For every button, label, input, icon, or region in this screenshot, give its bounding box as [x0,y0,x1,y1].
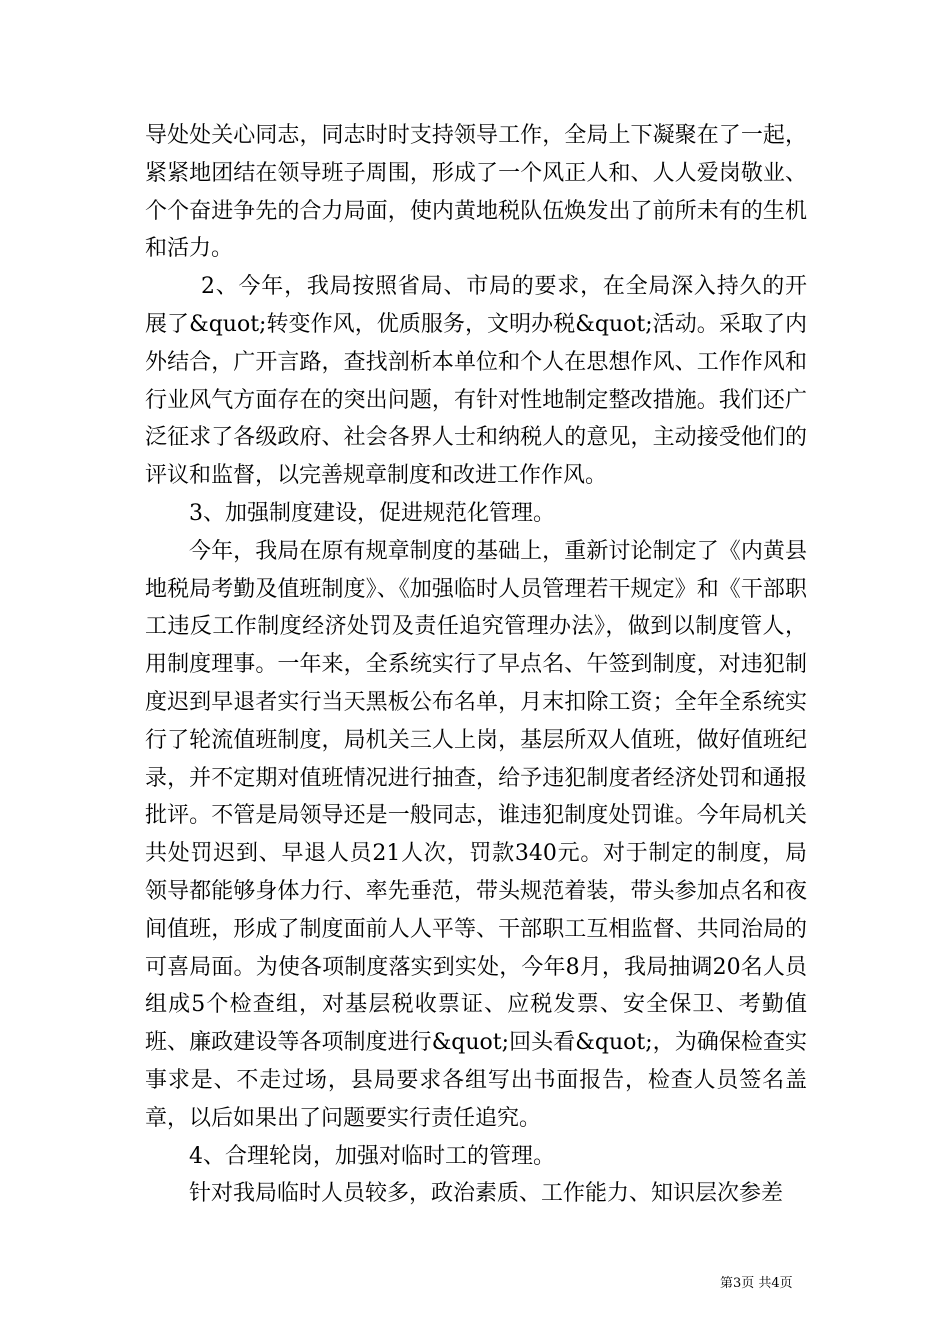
paragraph-heading-3: 3、加强制度建设，促进规范化管理。 [189,500,555,526]
paragraph-item-3-body: 今年，我局在原有规章制度的基础上，重新讨论制定了《内黄县地税局考勤及值班制度》、《加强临时人员管理若干规定》和《干部职工违反工作制度经济处罚及责任追究管理办法》，做到以制度管人，用制度理事。一年来，全系统实行了早点名、午签到制度，对违犯制度迟到早退者实行当天黑板公布名单，月末扣除工资；全年全系统实行了轮流值班制度，局机关三人上岗，基层所双人值班，做好值班纪录，并不定期对值班情况进行抽查，给予违犯制度者经济处罚和通报批评。不管是局领导还是一般同志，谁违犯制度处罚谁。今年局机关共处罚迟到、早退人员21人次，罚款340元。对于制定的制度，局领导都能够身体力行、率先垂范，带头规范着装，带头参加点名和夜间值班，形成了制度面前人人平等、干部职工互相监督、共同治局的可喜局面。为使各项制度落实到实处，今年8月，我局抽调20名人员组成5个检查组，对基层税收票证、应税发票、安全保卫、考勤值班、廉政建设等各项制度进行&quot;回头看&quot;，为确保检查实事求是、不走过场，县局要求各组写出书面报告，检查人员签名盖章，以后如果出了问题要实行责任追究。 [145,538,807,1131]
paragraph-item-2: 2、今年，我局按照省局、市局的要求，在全局深入持久的开展了&quot;转变作风，优质服务，文明办税&quot;活动。采取了内外结合，广开言路，查找剖析本单位和个人在思想作风、工作作风和行业风气方面存在的突出问题，有针对性地制定整改措施。我们还广泛征求了各级政府、社会各界人士和纳税人的意见，主动接受他们的评议和监督，以完善规章制度和改进工作作风。 [145,274,807,489]
page-number-footer: 第3页 共4页 [720,1276,793,1291]
paragraph-continuation: 导处处关心同志，同志时时支持领导工作，全局上下凝聚在了一起，紧紧地团结在领导班子周围，形成了一个风正人和、人人爱岗敬业、个个奋进争先的合力局面，使内黄地税队伍焕发出了前所未有的生机和活力。 [145,123,807,262]
document-body [145,117,807,1213]
paragraph-item-4-body: 针对我局临时人员较多，政治素质、工作能力、知识层次参差 [189,1181,784,1207]
paragraph-heading-4: 4、合理轮岗，加强对临时工的管理。 [189,1143,555,1169]
